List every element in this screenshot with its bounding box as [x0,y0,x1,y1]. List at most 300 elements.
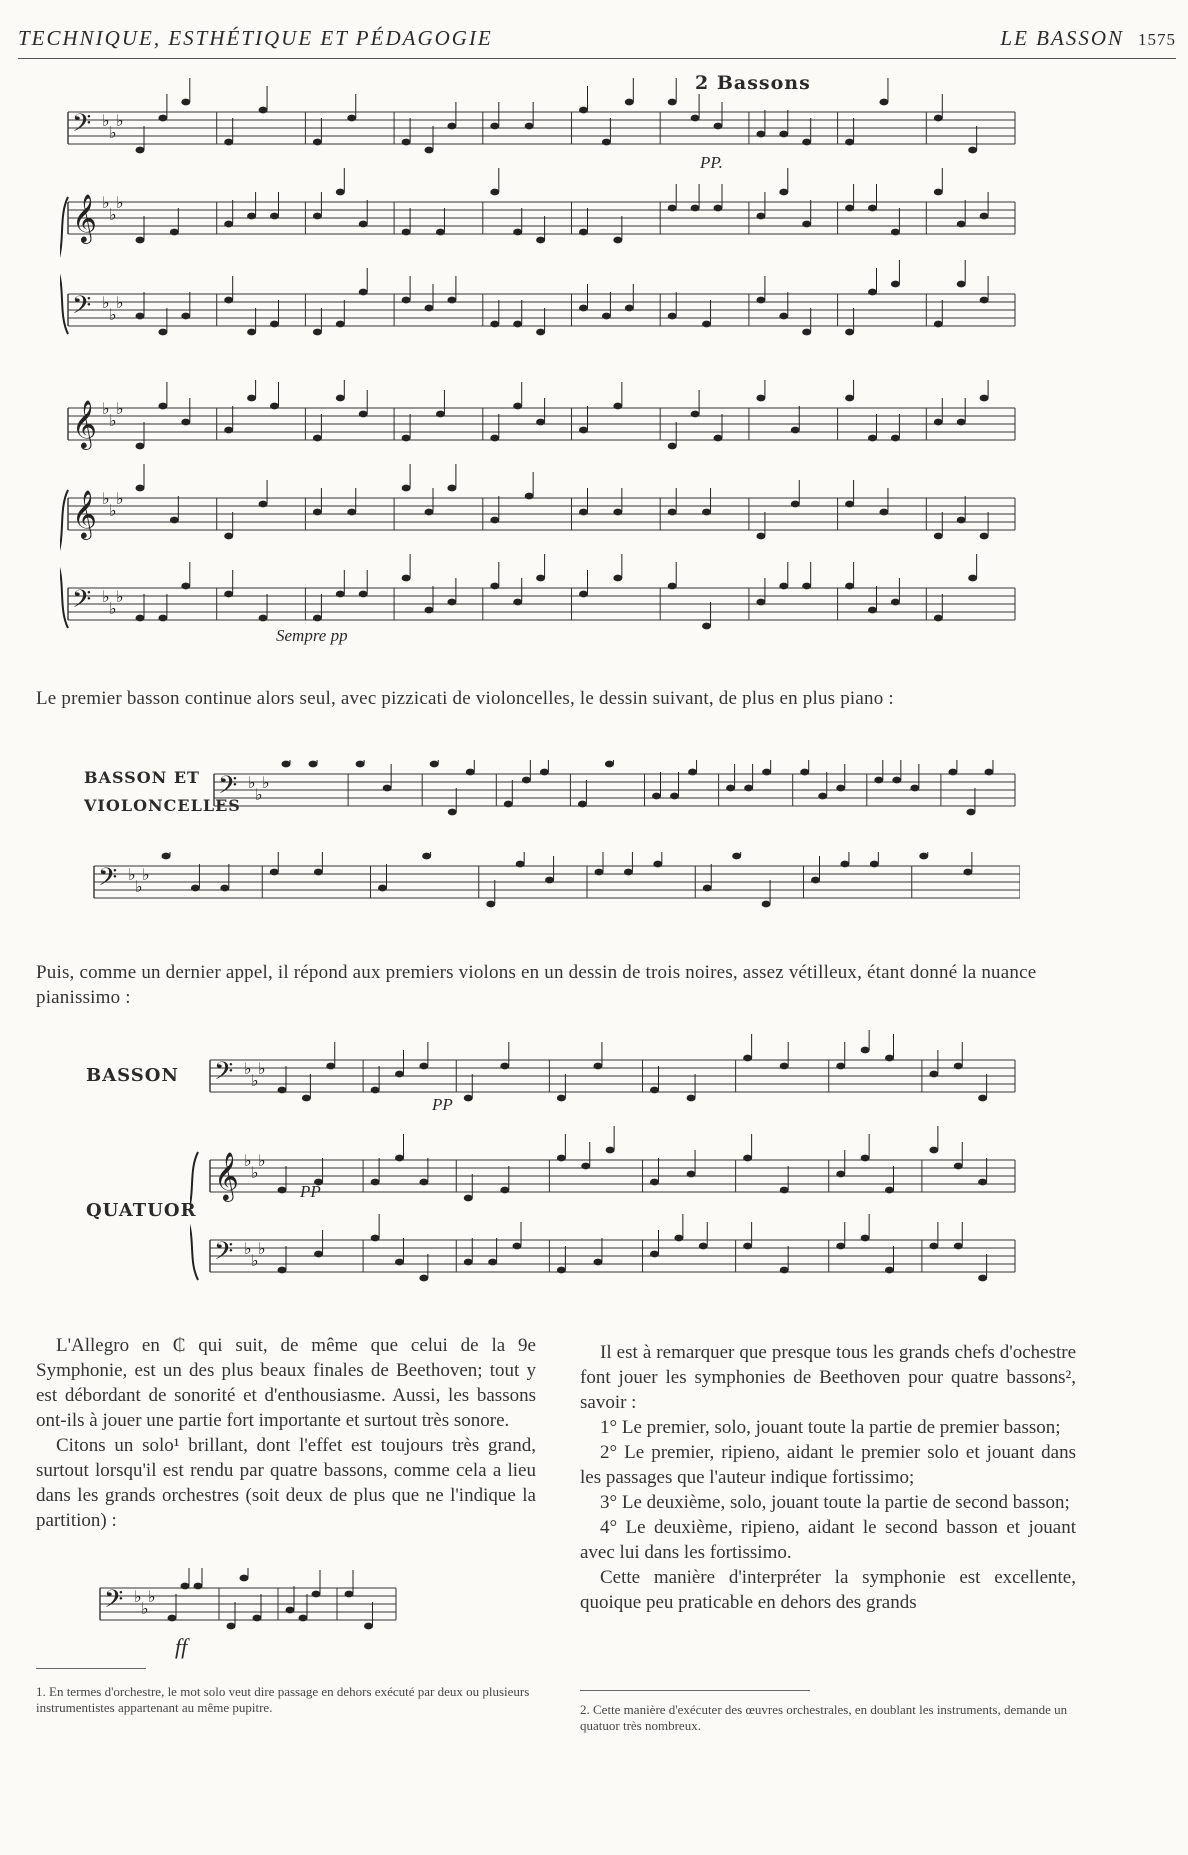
note-head [536,419,545,426]
note-head [336,321,345,328]
flat-icon: ♭ [102,293,110,312]
note-head [934,419,943,426]
note-head [743,1243,752,1250]
brace [190,1152,198,1280]
flat-icon: ♭ [244,1239,252,1258]
header-left-title: TECHNIQUE, ESTHÉTIQUE ET PÉDAGOGIE [18,26,493,50]
score-6-staff [96,1568,476,1638]
flat-icon: ♭ [116,489,124,508]
note-head [581,1163,590,1170]
note-head [605,761,614,768]
note-head [744,785,753,792]
note-head [536,575,545,582]
note-head [966,809,975,816]
note-head [224,297,233,304]
flat-icon: ♭ [251,1163,259,1182]
note-head [314,1251,323,1258]
score-1-label: 2 Bassons [695,72,811,94]
note-head [836,785,845,792]
flat-icon: ♭ [109,411,117,430]
note-head [282,761,291,768]
right-column-para-1: Il est à remarquer que presque tous les grands chefs d'ochestre font jouer les symphonies de Beethoven pour quatre bassons², savoir : [580,1342,1076,1413]
note-head [756,213,765,220]
note-head [336,395,345,402]
note-head [579,509,588,516]
note-head [579,427,588,434]
note-head [595,869,604,876]
note-head [756,297,765,304]
note-head [978,1095,987,1102]
note-head [957,221,966,228]
note-head [488,1259,497,1266]
note-head [836,1171,845,1178]
note-head [980,297,989,304]
note-head [383,785,392,792]
note-head [687,1095,696,1102]
note-head [650,1179,659,1186]
note-head [270,869,279,876]
note-head [919,853,928,860]
right-column [580,1340,1076,1615]
score-system-4 [90,852,1020,912]
score-2-dynamic: Sempre pp [276,626,348,645]
note-head [513,599,522,606]
note-head [220,885,229,892]
note-head [963,869,972,876]
note-head [699,1243,708,1250]
note-head [845,205,854,212]
note-head [371,1087,380,1094]
note-head [345,1591,354,1598]
right-footnote: 2. Cette manière d'exécuter des œuvres orchestrales, en doublant les instruments, demande un quatuor très nombreux. [580,1702,1068,1733]
note-head [136,237,145,244]
note-head [395,1155,404,1162]
flat-icon: ♭ [109,305,117,324]
note-head [879,99,888,106]
note-head [732,853,741,860]
note-head [891,229,900,236]
score-system-2 [60,380,1020,635]
note-head [224,533,233,540]
flat-icon: ♭ [134,1587,142,1606]
bass-clef-icon: 𝄢 [72,291,92,326]
note-head [513,321,522,328]
note-head [490,123,499,130]
note-head [891,599,900,606]
right-column-item-3: 3° Le deuxième, solo, jouant toute la partie de second basson; [600,1492,1070,1513]
flat-icon: ♭ [135,877,143,896]
note-head [513,229,522,236]
note-head [818,793,827,800]
note-head [536,329,545,336]
note-head [136,443,145,450]
note-head [779,583,788,590]
note-head [312,1591,321,1598]
note-head [513,1243,522,1250]
flat-icon: ♭ [128,865,136,884]
note-head [840,861,849,868]
note-head [224,427,233,434]
score-4-staff [90,852,1020,912]
flat-icon: ♭ [116,293,124,312]
note-head [653,861,662,868]
note-head [247,395,256,402]
note-head [934,115,943,122]
score-system-3 [210,760,1020,820]
note-head [224,591,233,598]
note-head [359,289,368,296]
score-5-label-basson: BASSON [86,1065,179,1086]
note-head [756,131,765,138]
flat-icon: ♭ [102,111,110,130]
note-head [870,861,879,868]
note-head [780,1063,789,1070]
note-head [779,313,788,320]
note-head [314,869,323,876]
note-head [364,1623,373,1630]
note-head [500,1063,509,1070]
note-head [984,769,993,776]
note-head [224,221,233,228]
flat-icon: ♭ [258,1239,266,1258]
header-right-title: LE BASSON [1000,26,1124,50]
score-3-label-line1: BASSON ET [84,768,200,787]
note-head [504,801,513,808]
note-head [158,403,167,410]
right-column-item-4: 4° Le deuxième, ripieno, aidant le second basson et jouant avec lui dans les fortissimo. [580,1517,1076,1563]
note-head [668,443,677,450]
note-head [802,221,811,228]
note-head [756,533,765,540]
note-head [791,501,800,508]
page-header [18,26,1176,60]
note-head [934,533,943,540]
note-head [181,313,190,320]
flat-icon: ♭ [109,123,117,142]
note-head [278,1087,287,1094]
note-head [861,1235,870,1242]
note-head [978,1179,987,1186]
note-head [954,1243,963,1250]
right-footnote-rule [580,1690,810,1691]
note-head [336,591,345,598]
note-head [516,861,525,868]
note-head [885,1055,894,1062]
note-head [136,615,145,622]
note-head [613,237,622,244]
note-head [313,615,322,622]
note-head [181,419,190,426]
note-head [270,403,279,410]
note-head [259,501,268,508]
note-head [779,131,788,138]
note-head [395,1259,404,1266]
note-head [447,485,456,492]
note-head [578,801,587,808]
note-head [791,427,800,434]
note-head [259,615,268,622]
note-head [490,583,499,590]
note-head [299,1615,308,1622]
flat-icon: ♭ [251,1251,259,1270]
note-head [929,1071,938,1078]
note-head [978,1275,987,1282]
note-head [500,1187,509,1194]
note-head [714,435,723,442]
left-footnote: 1. En termes d'orchestre, le mot solo veut dire passage en dehors exécuté par deux ou plusieurs instrumentistes appartenant au même pupitre. [36,1684,530,1715]
flat-icon: ♭ [262,773,270,792]
note-head [702,623,711,630]
note-head [743,1155,752,1162]
flat-icon: ♭ [258,1059,266,1078]
note-head [934,321,943,328]
note-head [780,1187,789,1194]
note-head [313,509,322,516]
brace [60,490,68,628]
note-head [691,411,700,418]
note-head [868,607,877,614]
note-head [670,793,679,800]
note-head [422,853,431,860]
note-head [593,1259,602,1266]
right-column-item-1: 1° Le premier, solo, jouant toute la partie de premier basson; [600,1417,1061,1438]
score-1-dynamic: PP. [700,153,723,172]
note-head [170,517,179,524]
note-head [968,575,977,582]
note-head [980,213,989,220]
note-head [606,1147,615,1154]
flat-icon: ♭ [116,111,124,130]
note-head [861,1155,870,1162]
note-head [954,1063,963,1070]
note-head [227,1623,236,1630]
note-head [447,297,456,304]
bass-clef-icon: 𝄢 [72,585,92,620]
note-head [688,769,697,776]
note-head [780,1267,789,1274]
note-head [668,205,677,212]
note-head [240,1575,249,1582]
note-head [702,321,711,328]
note-head [602,139,611,146]
note-head [313,139,322,146]
note-head [811,877,820,884]
note-head [447,123,456,130]
note-head [430,761,439,768]
note-head [545,877,554,884]
header-rule [18,58,1176,59]
note-head [845,395,854,402]
note-head [845,329,854,336]
left-column [36,1333,536,1533]
note-head [557,1155,566,1162]
note-head [691,115,700,122]
note-head [359,591,368,598]
note-head [802,139,811,146]
flat-icon: ♭ [102,489,110,508]
note-head [540,769,549,776]
note-head [309,761,318,768]
treble-clef-icon: 𝄞 [72,193,97,242]
note-head [868,289,877,296]
note-head [402,139,411,146]
bass-clef-icon: 𝄢 [214,1057,234,1092]
flat-icon: ♭ [109,599,117,618]
note-head [557,1095,566,1102]
score-6-dynamic: ff [175,1634,188,1659]
score-5-staves [190,1030,1020,1285]
paragraph-1: Le premier basson continue alors seul, avec pizzicati de violoncelles, le dessin suivant, de plus en plus piano : [36,688,894,709]
note-head [425,607,434,614]
note-head [425,147,434,154]
score-5-dynamic-1: PP [432,1095,453,1114]
note-head [652,793,661,800]
note-head [613,403,622,410]
note-head [957,517,966,524]
note-head [359,221,368,228]
note-head [347,115,356,122]
note-head [934,189,943,196]
score-3-label-line2: VIOLONCELLES [84,796,241,815]
note-head [762,769,771,776]
note-head [668,583,677,590]
note-head [490,321,499,328]
note-head [158,615,167,622]
note-head [486,901,495,908]
note-head [278,1187,287,1194]
left-column-para-1: L'Allegro en ₵ qui suit, de même que celui de la 9e Symphonie, est un des plus beaux finales de Beethoven; tout y est débordant de sonorité et d'enthousiasme. Aussi, les bassons ont-ils à jouer une partie fort importante et surtout très sonore. [36,1335,536,1431]
right-column-item-2: 2° Le premier, ripieno, aidant le premier solo et jouant dans les passages que l'auteur indique fortissimo; [580,1442,1076,1488]
right-column-para-2: Cette manière d'interpréter la symphonie est excellente, quoique peu praticable en dehors des grands [580,1567,1076,1613]
note-head [691,205,700,212]
note-head [714,123,723,130]
note-head [313,435,322,442]
note-head [371,1179,380,1186]
note-head [490,435,499,442]
note-head [326,1063,335,1070]
note-head [800,769,809,776]
note-head [525,123,534,130]
flat-icon: ♭ [258,1151,266,1170]
note-head [929,1243,938,1250]
flat-icon: ♭ [116,193,124,212]
note-head [557,1267,566,1274]
note-head [579,107,588,114]
flat-icon: ♭ [142,865,150,884]
note-head [957,281,966,288]
note-head [448,809,457,816]
note-head [136,313,145,320]
note-head [879,509,888,516]
note-head [402,229,411,236]
note-head [302,1095,311,1102]
flat-icon: ♭ [116,587,124,606]
note-head [624,869,633,876]
flat-icon: ♭ [116,399,124,418]
note-head [980,533,989,540]
note-head [158,329,167,336]
note-head [845,501,854,508]
paragraph-2: Puis, comme un dernier appel, il répond aux premiers violons en un dessin de trois noires, assez vétilleux, étant donné la nuance pianissimo : [36,962,1037,1008]
note-head [948,769,957,776]
note-head [674,1235,683,1242]
note-head [836,1243,845,1250]
note-head [402,575,411,582]
treble-clef-icon: 𝄞 [72,399,97,448]
note-head [359,411,368,418]
note-head [336,189,345,196]
note-head [490,189,499,196]
note-head [419,1179,428,1186]
note-head [162,853,171,860]
note-head [756,599,765,606]
bass-clef-icon: 𝄢 [104,1585,124,1620]
bass-clef-icon: 𝄢 [72,109,92,144]
score-5-dynamic-2: PP [300,1182,321,1201]
note-head [525,493,534,500]
score-system-1 [60,72,1020,342]
note-head [726,785,735,792]
note-head [464,1095,473,1102]
note-head [687,1171,696,1178]
note-head [191,885,200,892]
note-head [522,777,531,784]
note-head [602,313,611,320]
note-head [714,205,723,212]
note-head [613,509,622,516]
note-head [845,139,854,146]
note-head [347,509,356,516]
note-head [466,769,475,776]
left-column-para-2: Citons un solo¹ brillant, dont l'effet est toujours très grand, surtout lorsqu'il est rendu par quatre bassons, comme cela a lieu dans les grands orchestres (soit deux de plus que ne l'indique la partition) : [36,1435,536,1531]
note-head [743,1055,752,1062]
note-head [490,517,499,524]
flat-icon: ♭ [102,399,110,418]
score-system-6 [96,1568,476,1638]
page-number: 1575 [1138,30,1176,49]
note-head [419,1275,428,1282]
note-head [650,1251,659,1258]
note-head [395,1071,404,1078]
note-head [756,395,765,402]
bass-clef-icon: 𝄢 [98,863,118,898]
note-head [885,1267,894,1274]
flat-icon: ♭ [141,1599,149,1618]
note-head [181,99,190,106]
note-head [845,583,854,590]
note-head [136,147,145,154]
note-head [253,1615,262,1622]
note-head [613,575,622,582]
note-head [625,99,634,106]
note-head [957,419,966,426]
note-head [181,583,190,590]
note-head [802,329,811,336]
flat-icon: ♭ [244,1151,252,1170]
note-head [313,329,322,336]
note-head [402,435,411,442]
note-head [929,1147,938,1154]
note-head [181,1583,190,1590]
note-head [868,435,877,442]
note-head [625,305,634,312]
note-head [668,99,677,106]
flat-icon: ♭ [109,205,117,224]
score-3-staff [210,760,1020,820]
bass-clef-icon: 𝄢 [214,1237,234,1272]
note-head [891,281,900,288]
note-head [885,1187,894,1194]
